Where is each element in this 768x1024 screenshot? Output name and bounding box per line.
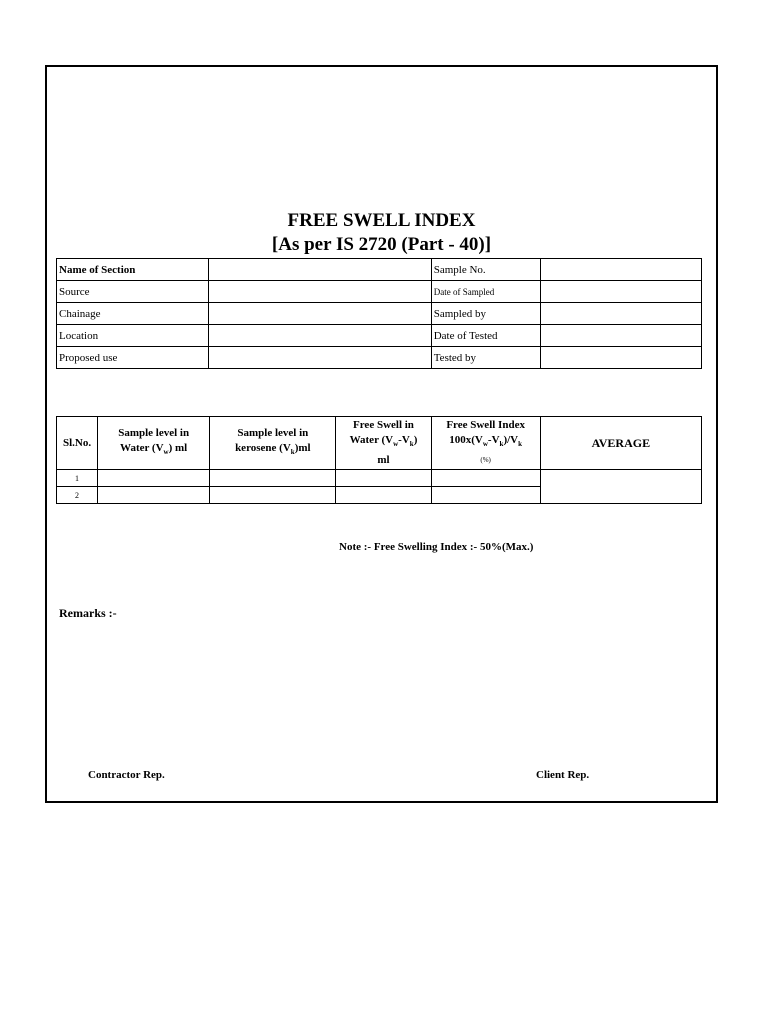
info-value-tested-by[interactable] xyxy=(541,347,702,369)
cell-free-swell-index[interactable] xyxy=(431,487,540,504)
info-label-sampled-by: Sampled by xyxy=(431,303,541,325)
info-label-section: Name of Section xyxy=(57,259,209,281)
info-label-date-sampled: Date of Sampled xyxy=(431,281,541,303)
info-row xyxy=(57,325,702,347)
info-value-proposed-use[interactable] xyxy=(208,347,431,369)
cell-free-swell-index[interactable] xyxy=(431,470,540,487)
col-header-slno: Sl.No. xyxy=(57,417,98,470)
cell-free-swell[interactable] xyxy=(336,487,431,504)
info-value-date-sampled[interactable] xyxy=(541,281,702,303)
info-label-sample-no: Sample No. xyxy=(431,259,541,281)
row-number: 2 xyxy=(57,487,98,504)
info-value-chainage[interactable] xyxy=(208,303,431,325)
cell-kerosene[interactable] xyxy=(210,470,336,487)
info-row xyxy=(57,347,702,369)
info-row xyxy=(57,303,702,325)
col-header-water: Sample level in Water $(V_w)$ ml xyxy=(98,417,210,470)
cell-kerosene[interactable] xyxy=(210,487,336,504)
cell-water[interactable] xyxy=(98,487,210,504)
info-row xyxy=(57,259,702,281)
form-subtitle: [As per IS 2720 (Part - 40)] xyxy=(271,234,492,255)
contractor-signature-label: Contractor Rep. xyxy=(88,769,165,781)
cell-free-swell[interactable] xyxy=(336,470,431,487)
info-label-chainage: Chainage xyxy=(57,303,209,325)
col-header-free-swell: Free Swell in Water $(V_w-V_k)$ ml xyxy=(336,417,431,470)
info-label-source: Source xyxy=(57,281,209,303)
col-header-average: AVERAGE xyxy=(540,417,701,470)
results-table xyxy=(56,416,702,504)
form-frame xyxy=(45,65,718,803)
swell-note: Note :- Free Swelling Index :- 50%(Max.) xyxy=(339,541,534,553)
col-header-kerosene: Sample level in kerosene $(V_k)ml$ xyxy=(210,417,336,470)
results-header-row xyxy=(57,417,702,470)
info-label-date-tested: Date of Tested xyxy=(431,325,541,347)
info-label-proposed-use: Proposed use xyxy=(57,347,209,369)
info-value-source[interactable] xyxy=(208,281,431,303)
row-number: 1 xyxy=(57,470,98,487)
cell-water[interactable] xyxy=(98,470,210,487)
col-header-free-swell-index: Free Swell Index $100x(V_w-V_k)/V_k$ (%) xyxy=(431,417,540,470)
info-value-section[interactable] xyxy=(208,259,431,281)
info-value-sample-no[interactable] xyxy=(541,259,702,281)
remarks-label: Remarks :- xyxy=(59,606,117,620)
info-value-location[interactable] xyxy=(208,325,431,347)
info-table xyxy=(56,258,702,369)
info-row xyxy=(57,281,702,303)
info-label-tested-by: Tested by xyxy=(431,347,541,369)
info-value-sampled-by[interactable] xyxy=(541,303,702,325)
info-value-date-tested[interactable] xyxy=(541,325,702,347)
client-signature-label: Client Rep. xyxy=(536,769,590,781)
cell-average[interactable] xyxy=(540,470,701,504)
form-title: FREE SWELL INDEX xyxy=(287,210,476,231)
info-label-location: Location xyxy=(57,325,209,347)
table-row xyxy=(57,470,702,487)
